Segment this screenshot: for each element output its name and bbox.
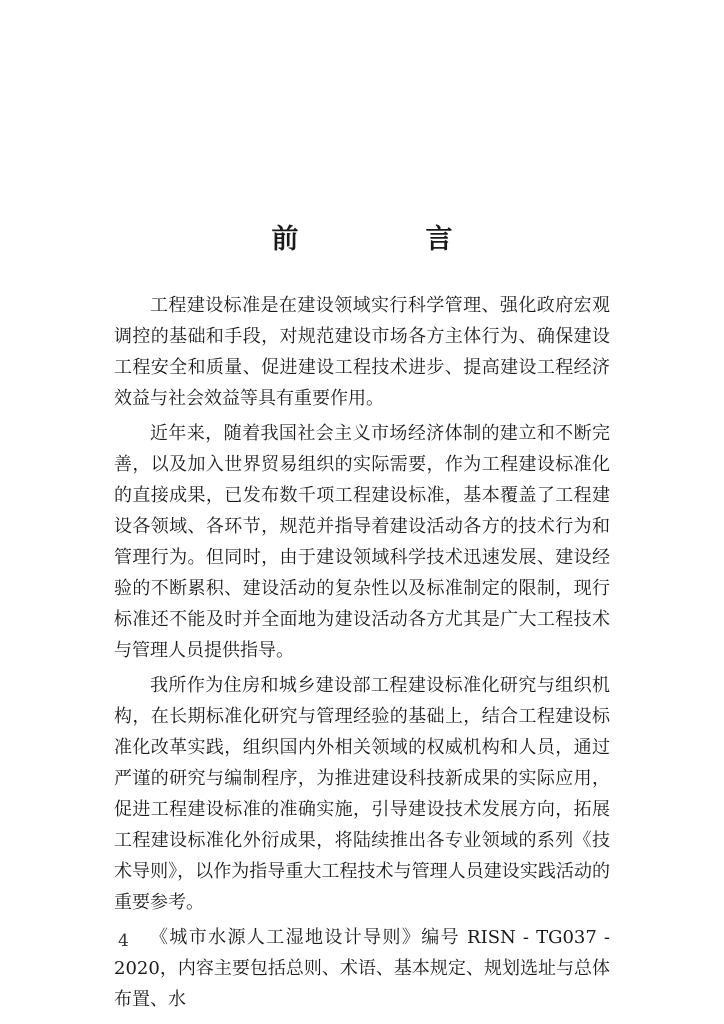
preface-body — [114, 290, 610, 1019]
page-title: 前 言 — [271, 224, 503, 255]
paragraph-4: 《城市水源人工湿地设计导则》编号 RISN - TG037 - 2020，内容主要包括总则、术语、基本规定、规划选址与总体布置、水 — [114, 927, 610, 1010]
page-number: 4 — [118, 931, 129, 951]
paragraph-2: 近年来，随着我国社会主义市场经济体制的建立和不断完善，以及加入世界贸易组织的实际需要，作为工程建设标准化的直接成果，已发布数千项工程建设标准，基本覆盖了工程建设各领域、各环节，规范并指导着建设活动各方的技术行为和管理行为。但同时，由于建设领域科学技术迅速发展、建设经验的不断累积、建设活动的复杂性以及标准制定的限制，现行标准还不能及时并全面地为建设活动各方尤其是广大工程技术与管理人员提供指导。 — [114, 423, 610, 661]
paragraph-3: 我所作为住房和城乡建设部工程建设标准化研究与组织机构，在长期标准化研究与管理经验的基础上，结合工程建设标准化改革实践，组织国内外相关领域的权威机构和人员，通过严谨的研究与编制程序，为推进建设科技新成果的实际应用，促进工程建设标准的准确实施，引导建设技术发展方向，拓展工程建设标准化外衍成果，将陆续推出各专业领域的系列《技术导则》，以作为指导重大工程技术与管理人员建设实践活动的重要参考。 — [114, 675, 610, 913]
paragraph-1: 工程建设标准是在建设领域实行科学管理、强化政府宏观调控的基础和手段，对规范建设市场各方主体行为、确保建设工程安全和质量、促进建设工程技术进步、提高建设工程经济效益与社会效益等具有重要作用。 — [114, 295, 610, 409]
